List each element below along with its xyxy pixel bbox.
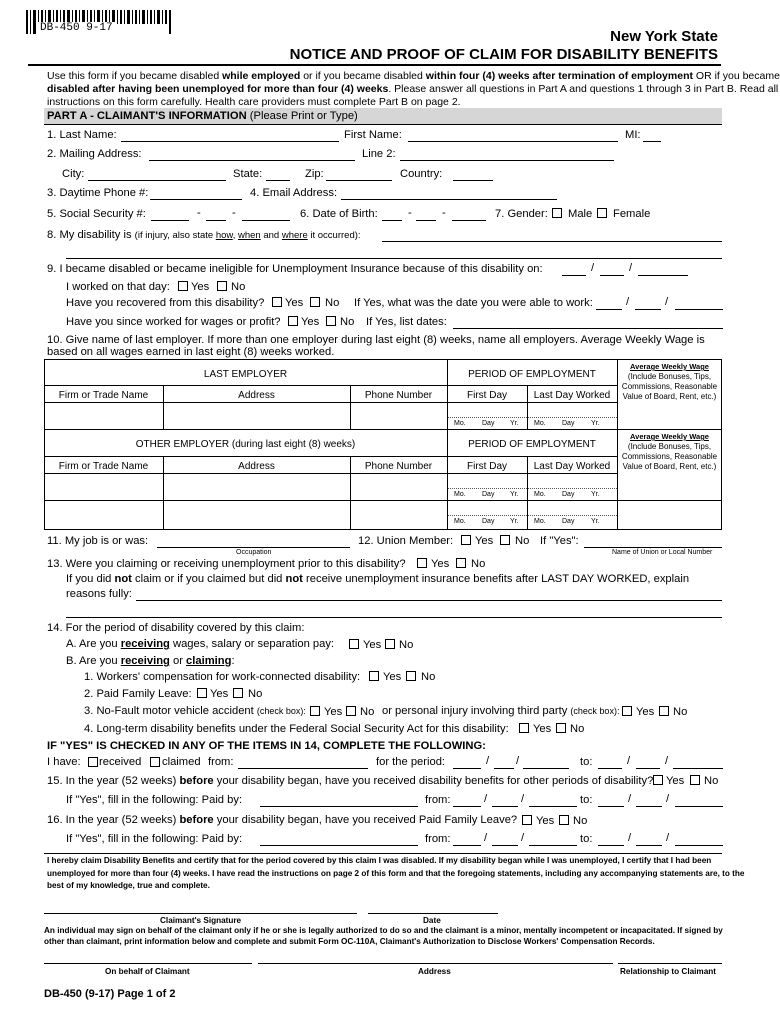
q15-yes-checkbox[interactable] <box>653 775 663 785</box>
city-field[interactable] <box>88 180 226 181</box>
q16-to-month[interactable] <box>598 845 624 846</box>
q15-from-label: from: <box>425 794 451 806</box>
q14b-label: B. Are you receiving or claiming: <box>66 655 235 667</box>
since-worked-yes-label: Yes <box>301 316 320 328</box>
ssn-label: 5. Social Security #: <box>47 208 146 220</box>
behalf-note-2: other than claimant, print information below and complete and submit Form OC-110A, Claimant's Authorization to Disclose Workers' Compensation Records. <box>44 937 655 946</box>
q14-item-2: 2. Paid Family Leave: <box>84 688 192 700</box>
q16-to-day[interactable] <box>636 845 662 846</box>
q14-3-yes-checkbox[interactable] <box>310 706 320 716</box>
q16-no-label: No <box>573 815 588 827</box>
behalf-name-field[interactable] <box>44 963 252 964</box>
recovered-no-label: No <box>325 297 340 309</box>
q10-line-1: 10. Give name of last employer. If more than one employer during last eight (8) weeks, name all employers. Average Weekly Wage is <box>47 334 705 346</box>
tbl-row-line <box>44 473 617 474</box>
disability-description-field[interactable] <box>382 241 722 242</box>
to-month-field[interactable] <box>598 768 622 769</box>
return-slash-1: / <box>626 296 630 308</box>
period-slash-2: / <box>516 755 520 767</box>
state-field[interactable] <box>266 180 290 181</box>
q16-no-checkbox[interactable] <box>559 815 569 825</box>
worked-label: I worked on that day: <box>66 281 170 293</box>
q16-paid-by-field[interactable] <box>260 845 418 846</box>
tbl-row-line <box>44 429 722 430</box>
return-slash-2: / <box>665 296 669 308</box>
list-dates-field[interactable] <box>453 328 723 329</box>
i-have-label: I have: <box>47 756 81 768</box>
q14-2-yes-label: Yes <box>210 688 229 700</box>
since-worked-yes-checkbox[interactable] <box>288 316 298 326</box>
q15-yes-label: Yes <box>666 775 685 787</box>
q15-to-day[interactable] <box>636 806 662 807</box>
male-checkbox[interactable] <box>552 208 562 218</box>
q15-slash: / <box>666 793 670 805</box>
day-label: Day <box>482 518 495 525</box>
ssn-field-3[interactable] <box>242 220 290 221</box>
return-day-field[interactable] <box>635 309 661 310</box>
q14-3-no-checkbox[interactable] <box>346 706 356 716</box>
tbl-row-line <box>44 402 617 403</box>
ssn-field-1[interactable] <box>151 220 189 221</box>
dob-year-field[interactable] <box>452 220 486 221</box>
q10-line-2: based on all wages earned in last eight (8) weeks worked. <box>47 346 335 358</box>
disability-description-field-2[interactable] <box>66 258 722 259</box>
other-employer-header: OTHER EMPLOYER (during last eight (8) weeks) <box>135 439 356 450</box>
claimed-checkbox[interactable] <box>150 757 160 767</box>
q14-3b-yes-label: Yes <box>636 706 655 718</box>
mo-label: Mo. <box>534 420 546 427</box>
aww-title-1: Average Weekly Wage <box>630 362 709 371</box>
union-no-checkbox[interactable] <box>500 535 510 545</box>
q14-2-yes-checkbox[interactable] <box>197 688 207 698</box>
q15-no-label: No <box>704 775 719 787</box>
aww-note-2: Commissions, Reasonable <box>621 452 718 461</box>
last-employer-header: LAST EMPLOYER <box>203 369 288 380</box>
mo-label: Mo. <box>534 491 546 498</box>
mi-field[interactable] <box>643 141 661 142</box>
q15-from-year[interactable] <box>529 806 577 807</box>
q16-fill-label: If "Yes", fill in the following: Paid by: <box>66 833 243 845</box>
intro-line-1: Use this form if you became disabled while employed or if you became disabled within four (4) weeks after termination of employment OR if you became <box>47 70 780 82</box>
q14-3-no-label: No <box>360 706 375 718</box>
worked-no-label: No <box>231 281 246 293</box>
since-worked-label: Have you since worked for wages or profit? <box>66 316 281 328</box>
email-field[interactable] <box>341 199 557 200</box>
q16-to-year[interactable] <box>675 845 723 846</box>
q13-yes-label: Yes <box>431 558 450 570</box>
day-label: Day <box>562 518 575 525</box>
q14a-yes-checkbox[interactable] <box>349 639 359 649</box>
state-heading: New York State <box>610 28 718 45</box>
yr-label: Yr. <box>591 420 600 427</box>
q14-2-no-checkbox[interactable] <box>233 688 243 698</box>
union-caption: Name of Union or Local Number <box>612 549 713 556</box>
to-label: to: <box>580 756 593 768</box>
from-label: from: <box>208 756 234 768</box>
q16-from-year[interactable] <box>529 845 577 846</box>
q15-slash: / <box>484 793 488 805</box>
q9-day-field[interactable] <box>600 275 624 276</box>
union-yes-label: Yes <box>475 535 494 547</box>
q8-label: 8. My disability is (if injury, also state how, when and where it occurred): <box>47 229 361 241</box>
return-date-label: If Yes, what was the date you were able to work: <box>354 297 593 309</box>
reasons-field-2[interactable] <box>66 617 722 618</box>
q16-from-month[interactable] <box>453 845 481 846</box>
q13-no-checkbox[interactable] <box>456 558 466 568</box>
form-code: DB-450 9-17 <box>40 22 113 34</box>
q15-from-day[interactable] <box>492 806 518 807</box>
phone-field[interactable] <box>150 199 242 200</box>
page-title: NOTICE AND PROOF OF CLAIM FOR DISABILITY BENEFITS <box>289 46 718 63</box>
q16-yes-label: Yes <box>536 815 555 827</box>
q15-to-year[interactable] <box>675 806 723 807</box>
q16-to-label: to: <box>580 833 593 845</box>
q15-no-checkbox[interactable] <box>690 775 700 785</box>
q14-4-yes-label: Yes <box>533 723 552 735</box>
list-dates-label: If Yes, list dates: <box>366 316 447 328</box>
q16-slash: / <box>521 832 525 844</box>
line2-field[interactable] <box>400 160 614 161</box>
first-name-field[interactable] <box>408 141 618 142</box>
job-field[interactable] <box>157 547 350 548</box>
q15-fill-label: If "Yes", fill in the following: Paid by: <box>66 794 243 806</box>
dob-dash-2: - <box>442 207 446 219</box>
ssn-field-2[interactable] <box>206 220 226 221</box>
dob-day-field[interactable] <box>416 220 436 221</box>
tbl-row-line <box>44 500 722 501</box>
q13-label: 13. Were you claiming or receiving unemployment prior to this disability? <box>47 558 406 570</box>
q14-1-no-label: No <box>421 671 436 683</box>
q15-label: 15. In the year (52 weeks) before your disability began, have you received disability benefits for other periods of disability? <box>47 775 654 787</box>
q14-item-4: 4. Long-term disability benefits under the Federal Social Security Act for this disability: <box>84 723 509 735</box>
q9-slash-2: / <box>629 262 633 274</box>
yr-label: Yr. <box>591 491 600 498</box>
since-worked-no-label: No <box>340 316 355 328</box>
mo-label: Mo. <box>454 491 466 498</box>
phone-label: 3. Daytime Phone #: <box>47 187 149 199</box>
union-no-label: No <box>515 535 530 547</box>
period-month-field[interactable] <box>453 768 481 769</box>
male-label: Male <box>568 208 593 220</box>
reasons-label: reasons fully: <box>66 588 132 600</box>
country-field[interactable] <box>453 180 493 181</box>
phone-header-2: Phone Number <box>364 461 433 472</box>
gender-label: 7. Gender: <box>495 208 548 220</box>
q15-to-label: to: <box>580 794 593 806</box>
q15-paid-by-field[interactable] <box>260 806 418 807</box>
email-label: 4. Email Address: <box>250 187 338 199</box>
recovered-no-checkbox[interactable] <box>310 297 320 307</box>
day-label: Day <box>482 491 495 498</box>
tbl-date-line <box>448 515 617 516</box>
from-source-field[interactable] <box>238 768 368 769</box>
period-slash-1: / <box>486 755 490 767</box>
q15-from-month[interactable] <box>453 806 481 807</box>
tbl-row-line <box>44 385 617 386</box>
aww-note-2: Commissions, Reasonable <box>621 382 718 391</box>
last-name-field[interactable] <box>121 141 339 142</box>
mo-label: Mo. <box>454 518 466 525</box>
q14-4-yes-checkbox[interactable] <box>519 723 529 733</box>
female-checkbox[interactable] <box>597 208 607 218</box>
day-label: Day <box>562 420 575 427</box>
first-name-label: First Name: <box>344 129 402 141</box>
q9-month-field[interactable] <box>562 275 586 276</box>
aww-note-3: Value of Board, Rent, etc.) <box>622 462 717 471</box>
tbl-date-line <box>448 488 617 489</box>
union-if-yes-label: If "Yes": <box>540 535 579 547</box>
q14-2-no-label: No <box>248 688 263 700</box>
firm-header-2: Firm or Trade Name <box>58 461 149 472</box>
for-period-label: for the period: <box>376 756 446 768</box>
city-label: City: <box>62 168 85 180</box>
reasons-field[interactable] <box>136 600 722 601</box>
worked-no-checkbox[interactable] <box>217 281 227 291</box>
q13-yes-checkbox[interactable] <box>417 558 427 568</box>
q9-year-field[interactable] <box>638 275 688 276</box>
ssn-dash-1: - <box>197 207 201 219</box>
q16-slash: / <box>628 832 632 844</box>
relationship-field[interactable] <box>618 963 722 964</box>
q16-slash: / <box>666 832 670 844</box>
recovered-yes-label: Yes <box>285 297 304 309</box>
q14-3b-yes-checkbox[interactable] <box>622 706 632 716</box>
phone-header-1: Phone Number <box>364 390 433 401</box>
q14-4-no-label: No <box>570 723 585 735</box>
zip-label: Zip: <box>305 168 324 180</box>
q14-1-yes-label: Yes <box>383 671 402 683</box>
aww-note-1: (Include Bonuses, Tips, <box>627 442 712 451</box>
union-label: 12. Union Member: <box>358 535 454 547</box>
union-yes-checkbox[interactable] <box>461 535 471 545</box>
recovered-label: Have you recovered from this disability? <box>66 297 265 309</box>
q14-4-no-checkbox[interactable] <box>556 723 566 733</box>
last-day-header-1: Last Day Worked <box>533 390 611 401</box>
q14-item-3b: or personal injury involving third party (check box): <box>382 705 620 717</box>
dob-month-field[interactable] <box>382 220 402 221</box>
cert-line-1: I hereby claim Disability Benefits and certify that for the period covered by this claim I was disabled. If my disability began while I was unemployed, I certify that I had been <box>47 856 712 865</box>
mailing-address-label: 2. Mailing Address: <box>47 148 142 160</box>
q15-slash: / <box>628 793 632 805</box>
aww-note-3: Value of Board, Rent, etc.) <box>622 392 717 401</box>
aww-note-1: (Include Bonuses, Tips, <box>627 372 712 381</box>
to-slash-1: / <box>627 755 631 767</box>
q16-slash: / <box>484 832 488 844</box>
cert-line-3: best of my knowledge, true and complete. <box>47 881 210 890</box>
q14a-label: A. Are you receiving wages, salary or separation pay: <box>66 638 335 650</box>
behalf-address-field[interactable] <box>258 963 613 964</box>
mi-label: MI: <box>625 129 641 141</box>
first-day-header-1: First Day <box>467 390 507 401</box>
address-header-1: Address <box>238 390 275 401</box>
certification-rule <box>44 853 722 854</box>
mo-label: Mo. <box>454 420 466 427</box>
q16-yes-checkbox[interactable] <box>522 815 532 825</box>
claimed-label: claimed <box>162 756 201 768</box>
period-year-field[interactable] <box>523 768 569 769</box>
last-name-label: 1. Last Name: <box>47 129 117 141</box>
to-day-field[interactable] <box>636 768 660 769</box>
zip-field[interactable] <box>326 180 392 181</box>
first-day-header-2: First Day <box>467 461 507 472</box>
return-month-field[interactable] <box>596 309 622 310</box>
if-yes-heading: IF "YES" IS CHECKED IN ANY OF THE ITEMS IN 14, COMPLETE THE FOLLOWING: <box>47 740 486 752</box>
q14-label: 14. For the period of disability covered by this claim: <box>47 622 305 634</box>
period-header-2: PERIOD OF EMPLOYMENT <box>468 439 596 450</box>
line2-label: Line 2: <box>362 148 396 160</box>
q14-3b-no-checkbox[interactable] <box>659 706 669 716</box>
q16-from-day[interactable] <box>492 845 518 846</box>
yr-label: Yr. <box>510 420 519 427</box>
q14a-no-checkbox[interactable] <box>385 639 395 649</box>
q14a-yes-label: Yes <box>363 639 382 651</box>
intro-line-2: disabled after having been unemployed for more than four (4) weeks. Please answer all questions in Part A and questions 1 through 3 in Part B. Read all <box>47 83 779 95</box>
tbl-row-line <box>44 456 617 457</box>
tbl-date-line <box>448 417 617 418</box>
worked-yes-label: Yes <box>191 281 210 293</box>
q16-label: 16. In the year (52 weeks) before your disability began, have you received Paid Family Leave? <box>47 814 518 826</box>
q14a-no-label: No <box>399 639 414 651</box>
part-a-title: PART A - CLAIMANT'S INFORMATION (Please Print or Type) <box>47 110 358 122</box>
q13-no-label: No <box>471 558 486 570</box>
state-label: State: <box>233 168 263 180</box>
received-checkbox[interactable] <box>88 757 98 767</box>
page-footer: DB-450 (9-17) Page 1 of 2 <box>44 988 176 1000</box>
q14-item-1: 1. Workers' compensation for work-connected disability: <box>84 671 361 683</box>
aww-title-2: Average Weekly Wage <box>630 432 709 441</box>
signature-caption: Claimant's Signature <box>160 916 242 925</box>
q14-3b-no-label: No <box>673 706 688 718</box>
received-label: received <box>99 756 142 768</box>
recovered-yes-checkbox[interactable] <box>272 297 282 307</box>
date-caption: Date <box>423 916 441 925</box>
occupation-caption: Occupation <box>236 549 272 556</box>
address-caption: Address <box>418 967 451 976</box>
job-label: 11. My job is or was: <box>47 535 149 547</box>
q15-to-month[interactable] <box>598 806 624 807</box>
union-name-field[interactable] <box>584 547 722 548</box>
mailing-address-field[interactable] <box>149 160 355 161</box>
q15-slash: / <box>521 793 525 805</box>
worked-yes-checkbox[interactable] <box>178 281 188 291</box>
q13-line-2: If you did not claim or if you claimed but did not receive unemployment insurance benefits after LAST DAY WORKED, explain <box>66 573 690 585</box>
cert-line-2: unemployed for more than four (4) weeks. I have read the instructions on page 2 of this form and that the foregoing statements, including any accompanying statements are, to the <box>47 869 745 878</box>
firm-header-1: Firm or Trade Name <box>58 390 149 401</box>
q14-1-yes-checkbox[interactable] <box>369 671 379 681</box>
country-label: Country: <box>400 168 443 180</box>
yr-label: Yr. <box>591 518 600 525</box>
behalf-caption: On behalf of Claimant <box>105 967 190 976</box>
intro-line-3: instructions on this form carefully. Health care providers must complete Part B on page 2. <box>47 96 461 108</box>
return-year-field[interactable] <box>675 309 723 310</box>
q14-3-yes-label: Yes <box>324 706 343 718</box>
ssn-dash-2: - <box>232 207 236 219</box>
q9-slash-1: / <box>591 262 595 274</box>
yr-label: Yr. <box>510 518 519 525</box>
behalf-note-1: An individual may sign on behalf of the claimant only if he or she is legally authorized to do so and the claimant is a minor, mentally incompetent or incapacitated. If signed by <box>44 926 723 935</box>
q9-label: 9. I became disabled or became ineligible for Unemployment Insurance because of this disability on: <box>47 263 543 275</box>
mo-label: Mo. <box>534 518 546 525</box>
q14-item-3: 3. No-Fault motor vehicle accident (check box): <box>84 705 306 717</box>
address-header-2: Address <box>238 461 275 472</box>
relationship-caption: Relationship to Claimant <box>620 967 716 976</box>
q16-from-label: from: <box>425 833 451 845</box>
day-label: Day <box>562 491 575 498</box>
period-header-1: PERIOD OF EMPLOYMENT <box>468 369 596 380</box>
yr-label: Yr. <box>510 491 519 498</box>
period-day-field[interactable] <box>494 768 514 769</box>
last-day-header-2: Last Day Worked <box>533 461 611 472</box>
title-rule <box>28 64 721 66</box>
q14-1-no-checkbox[interactable] <box>406 671 416 681</box>
to-slash-2: / <box>665 755 669 767</box>
since-worked-no-checkbox[interactable] <box>326 316 336 326</box>
dob-label: 6. Date of Birth: <box>300 208 378 220</box>
dob-dash-1: - <box>408 207 412 219</box>
female-label: Female <box>613 208 651 220</box>
to-year-field[interactable] <box>673 768 723 769</box>
day-label: Day <box>482 420 495 427</box>
